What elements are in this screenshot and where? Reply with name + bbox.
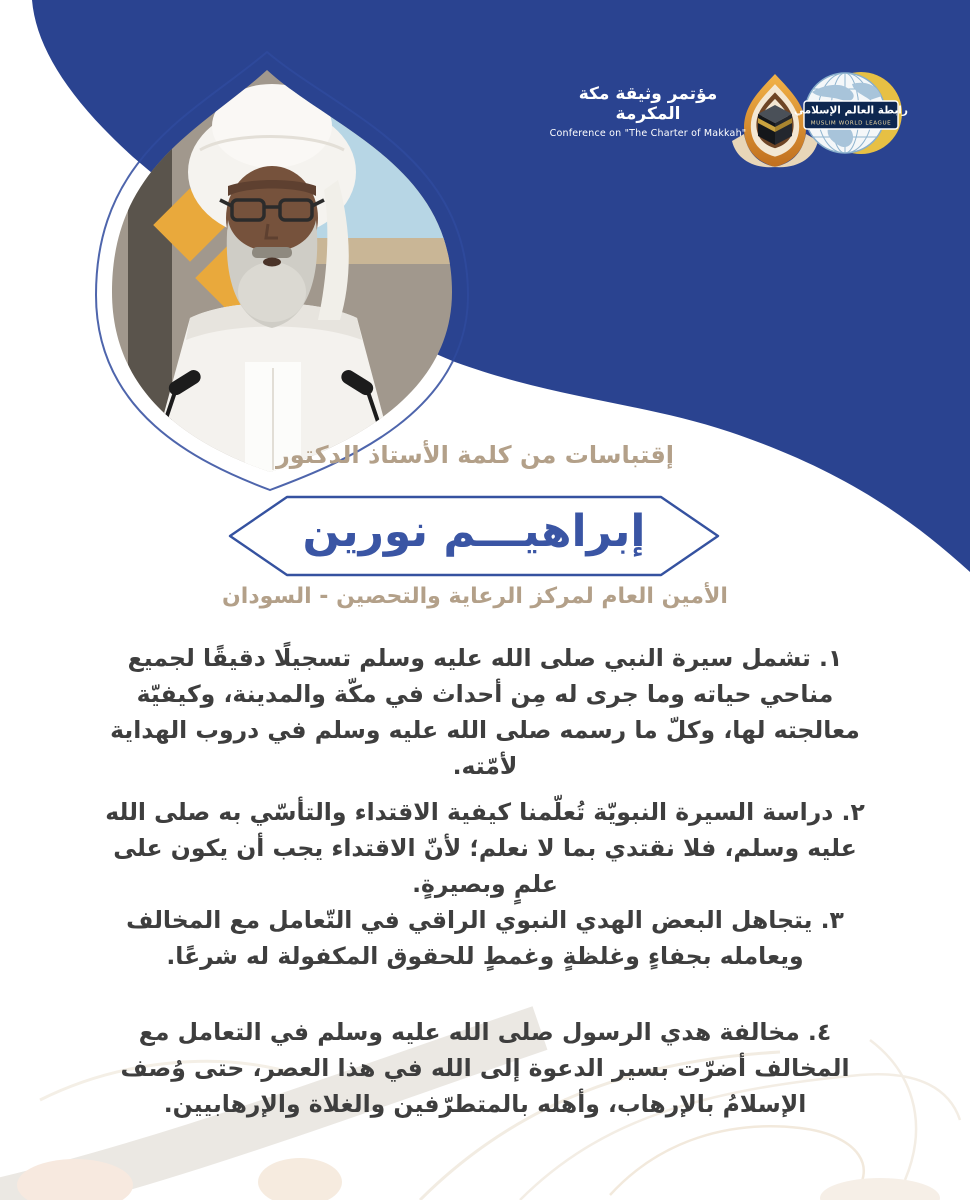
quote-1: ١. تشمل سيرة النبي صلى الله عليه وسلم تسجيلًا دقيقًا لجميع مناحي حياته وما جرى له مِن أحداث في مكّة والمدينة، وكيفيّة معالجته لها، وكلّ ما رسمه صلى الله عليه وسلم في دروب الهداية لأمّته. <box>110 644 860 780</box>
mwl-english-name: MUSLIM WORLD LEAGUE <box>810 120 892 127</box>
conference-logo-arabic: مؤتمر وثيقة مكة المكرمة <box>578 84 718 125</box>
conference-logo-english: Conference on "The Charter of Makkah" <box>549 128 747 139</box>
quote-2: ٢. دراسة السيرة النبويّة تُعلّمنا كيفية الاقتداء والتأسّي به صلى الله عليه وسلم، فلا نقتدي بما لا نعلم؛ لأنّ الاقتداء يجب أن يكون على علمٍ وبصيرةٍ. <box>105 798 865 898</box>
mwl-arabic-name: رابطة العالم الإسلامي <box>794 104 908 117</box>
speaker-nameplate <box>228 494 720 578</box>
quote-4: ٤. مخالفة هدي الرسول صلى الله عليه وسلم في التعامل مع المخالف أضرّت بسير الدعوة إلى الله في هذا العصر، حتى وُصف الإسلامُ بالإرهاب، وأهله بالمتطرّفين والغلاة والإرهابيين. <box>120 1018 850 1118</box>
speaker-name: إبراهيـــم نورين <box>302 506 646 557</box>
quotes-eyebrow: إقتباسات من كلمة الأستاذ الدكتور <box>275 441 675 469</box>
speaker-role: الأمين العام لمركز الرعاية والتحصين - السودان <box>222 584 728 609</box>
quote-3: ٣. يتجاهل البعض الهدي النبوي الراقي في التّعامل مع المخالف ويعامله بجفاءٍ وغلظةٍ وغمطٍ للحقوق المكفولة له شرعًا. <box>126 906 844 970</box>
